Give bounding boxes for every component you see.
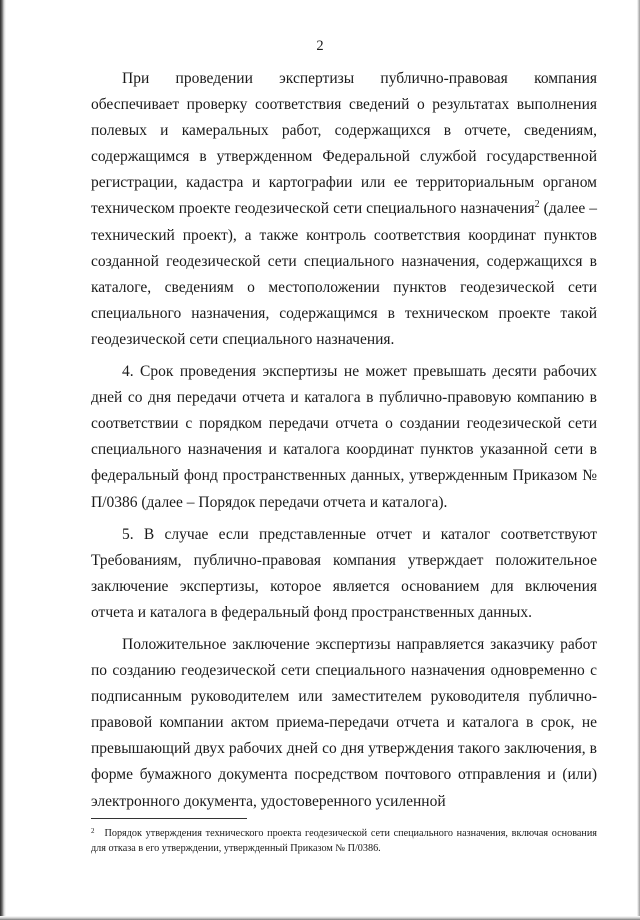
paragraph-positive-conclusion: Положительное заключение экспертизы направляется заказчику работ по созданию геодезической сети специального назначения одновременно с подписанным руководителем или заместителем руководителя публично-правовой компании актом приема-передачи отчета и каталога в срок, не превышающий двух рабочих дней со дня утверждения такого заключения, в форме бумажного документа посредством почтового отправления и (или) электронного документа, удостоверенного усиленной	[91, 635, 597, 810]
scan-edge-left	[0, 0, 6, 920]
footnote-text: Порядок утверждения технического проекта геодезической сети специального назначения, включая основания для отказа в его утверждении, утвержденный Приказом № П/0386.	[91, 828, 597, 854]
page-number: 2	[316, 38, 324, 54]
paragraph-item-4: 4. Срок проведения экспертизы не может превышать десяти рабочих дней со дня передачи отчета и каталога в публично-правовую компанию в соответствии с порядком передачи отчета о создании геодезической сети специального назначения и каталога координат пунктов указанной сети в федеральный фонд пространственных данных, утвержденным Приказом № П/0386 (далее – Порядок передачи отчета и каталога).	[91, 363, 597, 511]
paragraph-expertise-scope	[91, 66, 597, 353]
footnote: $^2$ Порядок утверждения технического проекта геодезической сети специального назначения, включая основания для отказа в его утверждении, утвержденный Приказом № П/0386.	[91, 827, 597, 854]
footnote-separator	[91, 818, 247, 819]
scan-edge-bottom	[0, 916, 640, 920]
document-body	[91, 66, 597, 815]
paragraph-item-5: 5. В случае если представленные отчет и каталог соответствуют Требованиям, публично-правовая компания утверждает положительное заключение экспертизы, которое является основанием для включения отчета и каталога в федеральный фонд пространственных данных.	[91, 525, 597, 621]
paragraph-text: При проведении экспертизы публично-правовая компания обеспечивает проверку соответствия сведений о результатах выполнения полевых и камеральных работ, содержащихся в отчете, сведениям, содержащимся в утвержденном Федеральной службой государственной регистрации, кадастра и картографии или ее территориальным органом техническом проекте геодезической сети специального назначения	[91, 70, 597, 218]
footnote-reference[interactable]: 2	[534, 199, 540, 211]
paragraph-text: (далее – технический проект), а также контроль соответствия координат пунктов созданной геодезической сети специального назначения, содержащихся в каталоге, сведениям о местоположении пунктов геодезической сети специального назначения, содержащимся в техническом проекте такой геодезической сети специального назначения.	[91, 200, 597, 348]
